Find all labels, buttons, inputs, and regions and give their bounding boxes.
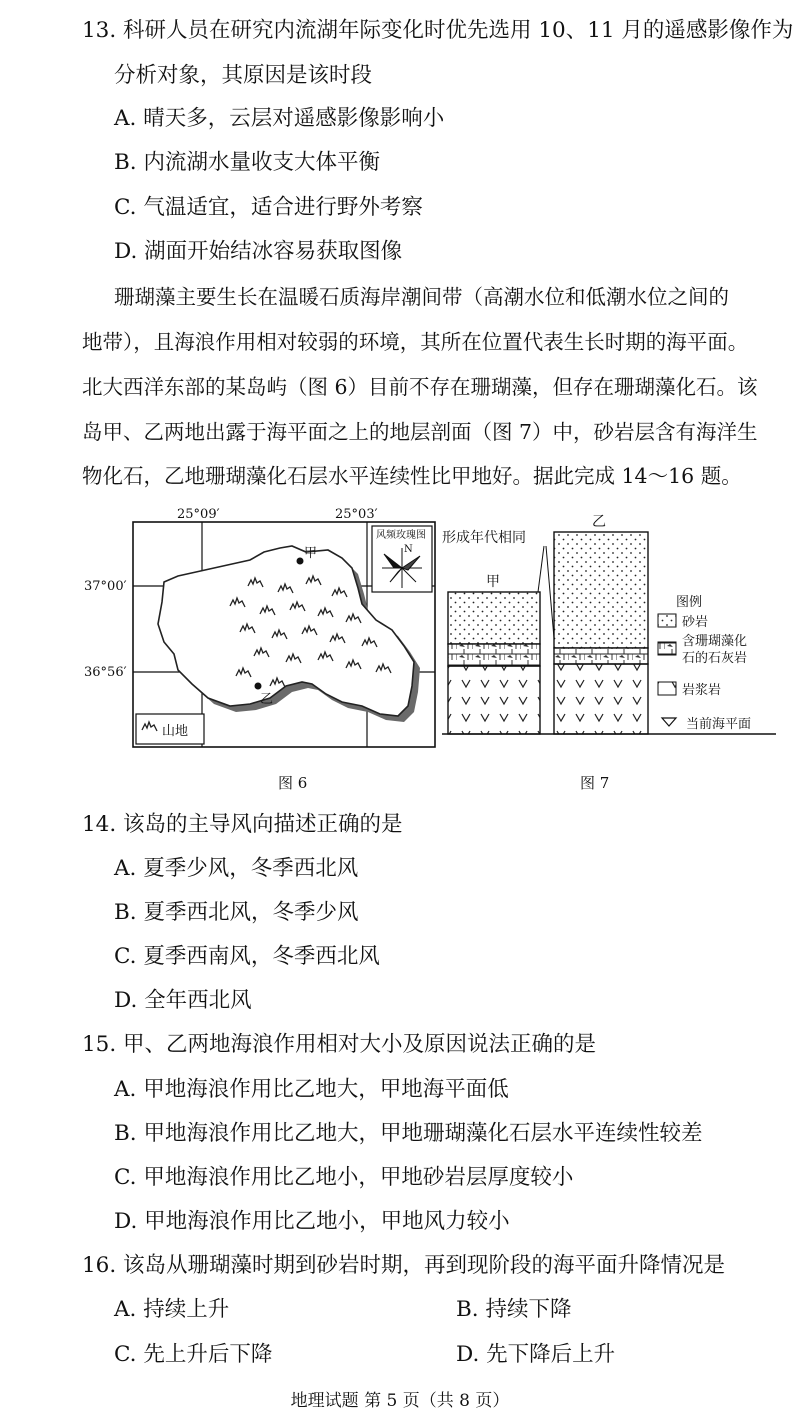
fig7-label-jia: 甲 bbox=[486, 574, 500, 590]
passage-line-1: 珊瑚藻主要生长在温暖石质海岸潮间带（高潮水位和低潮水位之间的 bbox=[114, 285, 729, 309]
q15-option-c: C. 甲地海浪作用比乙地小，甲地砂岩层厚度较小 bbox=[114, 1165, 574, 1190]
lon-label-2: 25°03′ bbox=[335, 507, 378, 522]
figure-7-strata bbox=[440, 506, 780, 752]
fig6-caption: 图 6 bbox=[278, 774, 308, 792]
q15-option-a: A. 甲地海浪作用比乙地大，甲地海平面低 bbox=[114, 1077, 509, 1102]
q14-option-a: A. 夏季少风，冬季西北风 bbox=[114, 856, 359, 881]
q13-stem-line2: 分析对象，其原因是该时段 bbox=[114, 63, 373, 88]
legend-sandstone-swatch bbox=[658, 614, 676, 627]
q13-option-c: C. 气温适宜，适合进行野外考察 bbox=[114, 195, 423, 220]
q16-option-b: B. 持续下降 bbox=[456, 1297, 572, 1322]
q14-option-b: B. 夏季西北风，冬季少风 bbox=[114, 900, 359, 925]
legend-magma-swatch bbox=[658, 682, 676, 695]
q14-option-c: C. 夏季西南风，冬季西北风 bbox=[114, 944, 380, 969]
wind-rose-title: 风频玫瑰图 bbox=[376, 530, 426, 541]
lat-label-1: 37°00′ bbox=[84, 579, 127, 594]
fig7-same-age-label: 形成年代相同 bbox=[442, 530, 526, 546]
column-jia bbox=[448, 592, 540, 734]
q14-option-d: D. 全年西北风 bbox=[114, 988, 252, 1013]
q16-option-d: D. 先下降后上升 bbox=[456, 1342, 616, 1367]
q15-option-b: B. 甲地海浪作用比乙地大，甲地珊瑚藻化石层水平连续性较差 bbox=[114, 1121, 703, 1146]
q16-option-a: A. 持续上升 bbox=[114, 1297, 230, 1322]
fig7-caption: 图 7 bbox=[580, 774, 610, 792]
q13-option-d: D. 湖面开始结冰容易获取图像 bbox=[114, 239, 403, 264]
figure-6-island-map bbox=[80, 502, 440, 752]
q14-stem: 14. 该岛的主导风向描述正确的是 bbox=[82, 812, 403, 837]
q15-option-d: D. 甲地海浪作用比乙地小，甲地风力较小 bbox=[114, 1209, 510, 1234]
q13-option-b: B. 内流湖水量收支大体平衡 bbox=[114, 150, 380, 175]
q13-option-a: A. 晴天多，云层对遥感影像影响小 bbox=[114, 106, 445, 131]
location-jia-dot bbox=[297, 558, 304, 565]
page-footer: 地理试题 第 5 页（共 8 页） bbox=[290, 1391, 510, 1411]
column-yi bbox=[554, 532, 648, 734]
q16-option-c: C. 先上升后下降 bbox=[114, 1342, 273, 1367]
q13-stem-line1: 13. 科研人员在研究内流湖年际变化时优先选用 10、11 月的遥感影像作为 bbox=[82, 18, 794, 43]
passage-line-3: 北大西洋东部的某岛屿（图 6）目前不存在珊瑚藻，但存在珊瑚藻化石。该 bbox=[82, 375, 758, 399]
sea-level-triangle-icon bbox=[662, 718, 676, 726]
fig7-legend-title: 图例 bbox=[676, 595, 703, 610]
fig7-legend-limestone-1: 含珊瑚藻化 bbox=[682, 634, 748, 649]
q16-stem: 16. 该岛从珊瑚藻时期到砂岩时期，再到现阶段的海平面升降情况是 bbox=[82, 1253, 726, 1278]
fig7-legend-sea: 当前海平面 bbox=[686, 717, 752, 732]
fig7-legend-magma: 岩浆岩 bbox=[682, 683, 722, 698]
legend-limestone-swatch bbox=[658, 642, 676, 655]
q15-stem: 15. 甲、乙两地海浪作用相对大小及原因说法正确的是 bbox=[82, 1032, 597, 1057]
passage-line-5: 物化石，乙地珊瑚藻化石层水平连续性比甲地好。据此完成 14～16 题。 bbox=[82, 464, 742, 488]
fig6-label-jia: 甲 bbox=[304, 546, 318, 561]
location-yi-dot bbox=[255, 683, 262, 690]
lat-label-2: 36°56′ bbox=[84, 665, 127, 680]
fig6-label-yi: 乙 bbox=[260, 692, 274, 707]
passage-line-4: 岛甲、乙两地出露于海平面之上的地层剖面（图 7）中，砂岩层含有海洋生 bbox=[82, 420, 758, 444]
fig7-label-yi: 乙 bbox=[592, 514, 606, 530]
fig7-legend-limestone-2: 石的石灰岩 bbox=[682, 651, 748, 666]
passage-line-2: 地带），且海浪作用相对较弱的环境，其所在位置代表生长时期的海平面。 bbox=[82, 330, 749, 354]
wind-rose-north: N bbox=[404, 544, 413, 555]
lon-label-1: 25°09′ bbox=[177, 507, 220, 522]
same-age-pointer bbox=[538, 546, 544, 592]
fig6-legend-mountain: 山地 bbox=[162, 724, 189, 739]
fig7-legend-sandstone: 砂岩 bbox=[682, 615, 709, 630]
